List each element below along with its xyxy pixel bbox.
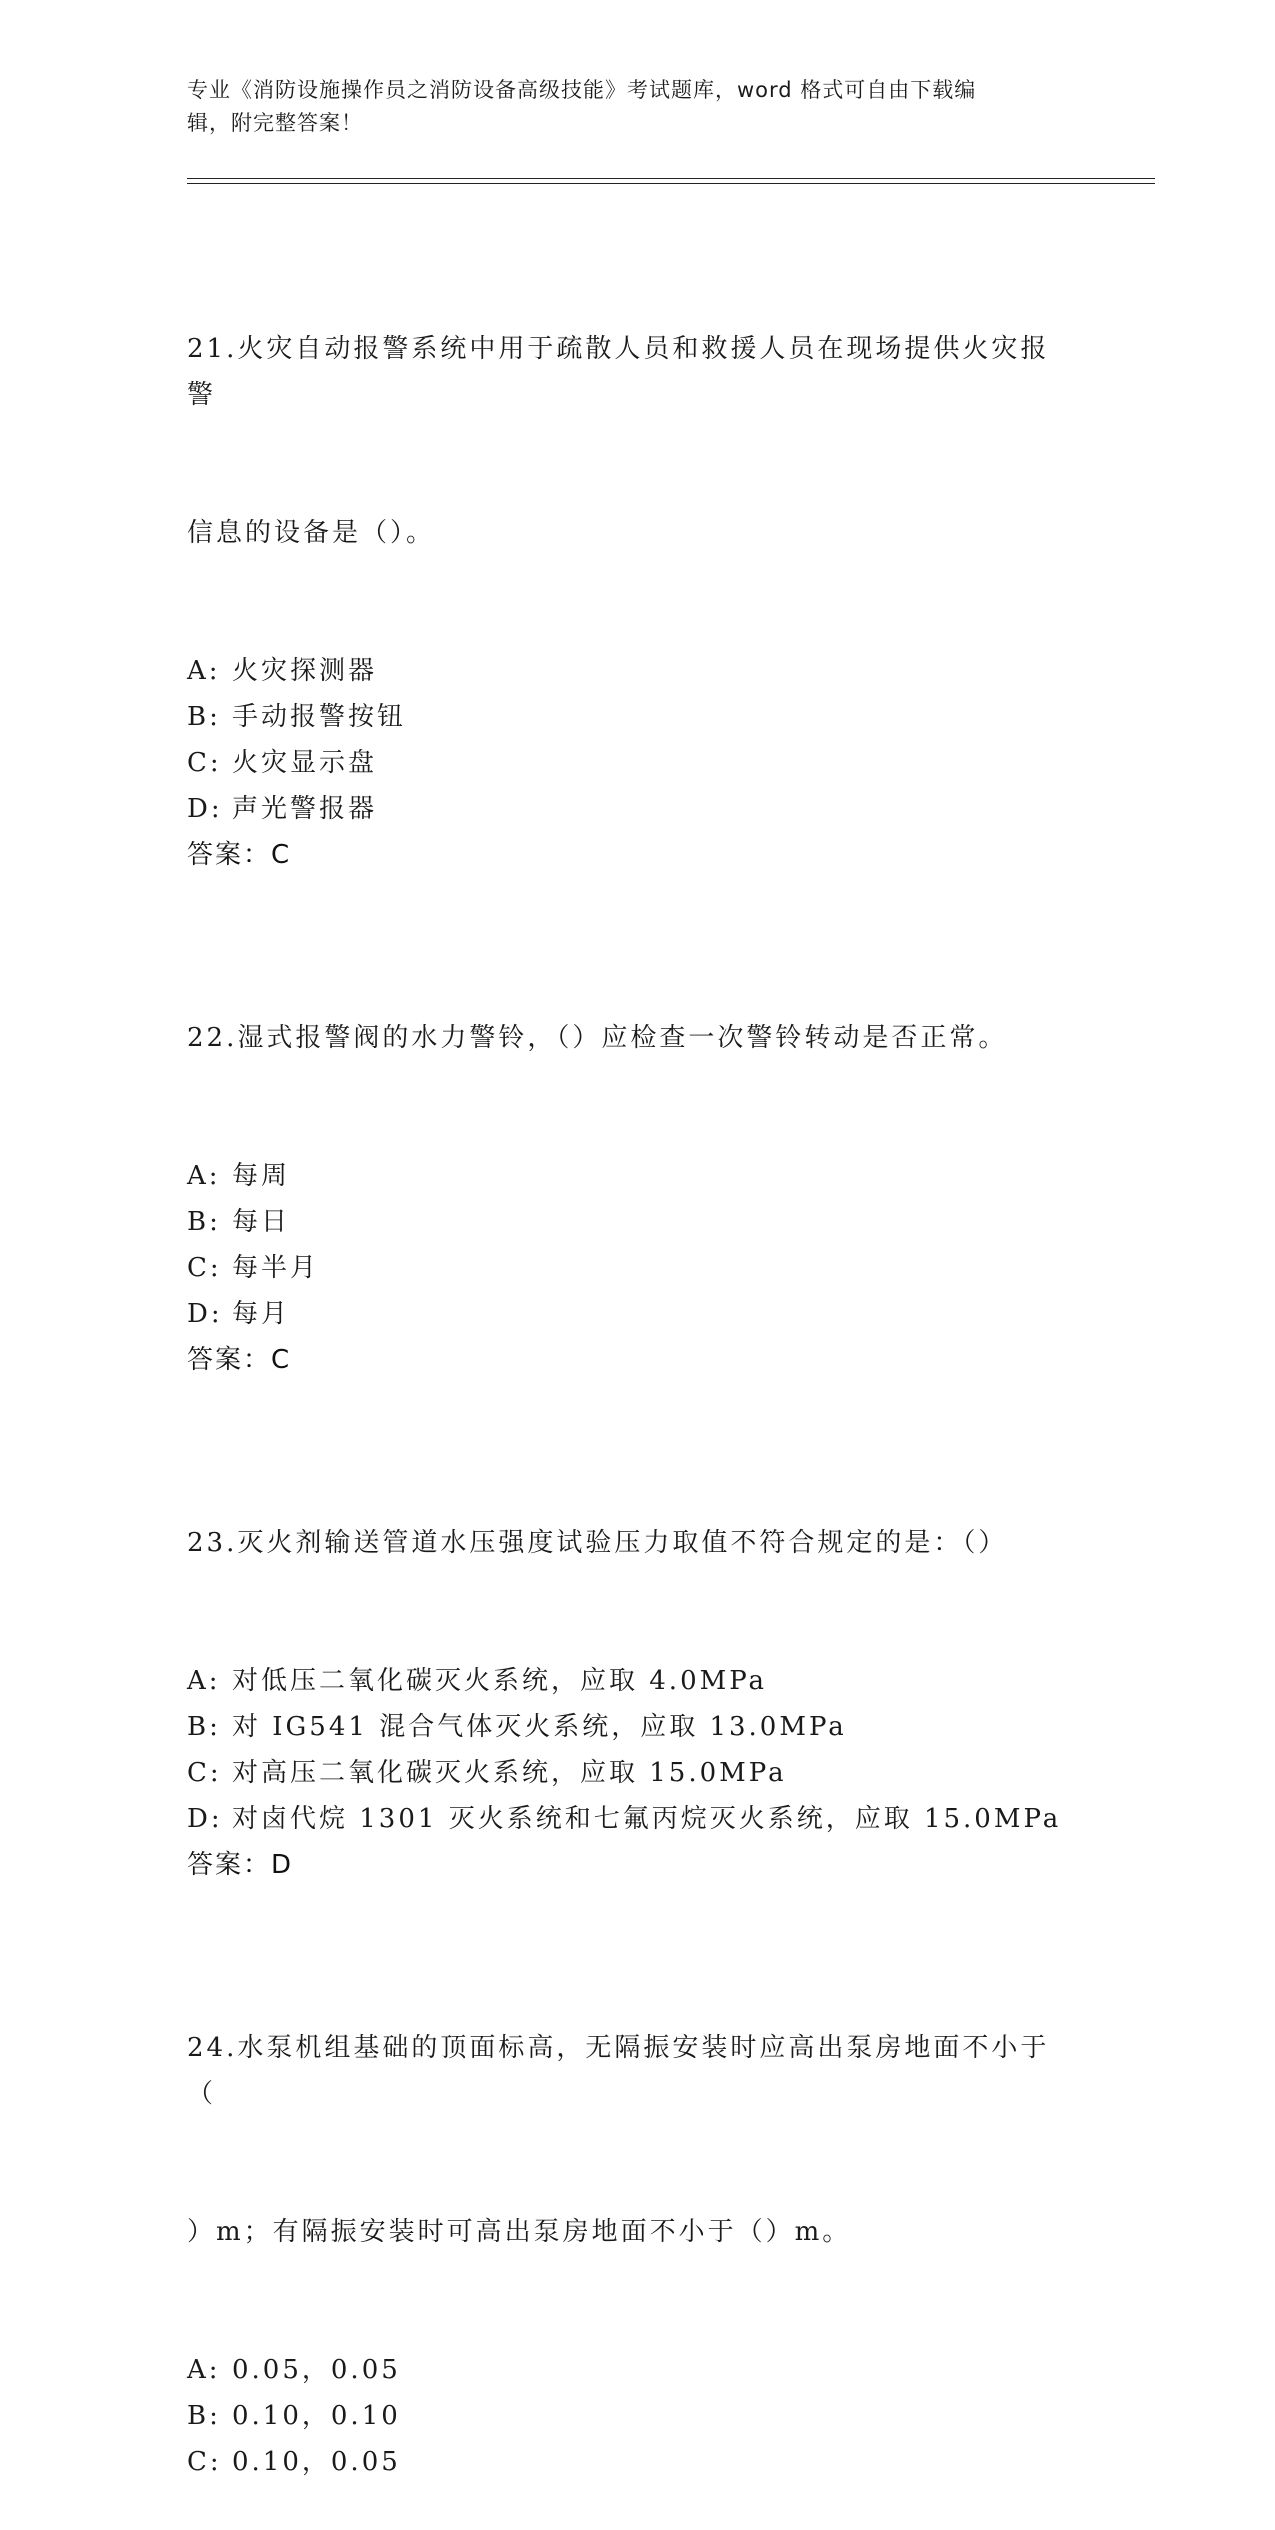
question-stem xyxy=(187,1428,1067,1658)
option-b xyxy=(187,694,1087,740)
question-stem-line: 信息的设备是（）。 xyxy=(187,518,436,548)
option-label: B: xyxy=(187,2401,221,2431)
question-stem-line: 22.湿式报警阀的水力警铃，（）应检查一次警铃转动是否正常。 xyxy=(187,1023,1008,1053)
option-label: A: xyxy=(187,2355,221,2385)
option-b xyxy=(187,2393,1087,2439)
option-c xyxy=(187,2439,1087,2485)
option-c xyxy=(187,740,1087,786)
option-label: A: xyxy=(187,1666,221,1696)
option-text: 每周 xyxy=(232,1161,291,1191)
answer-line: 答案：C xyxy=(187,1345,292,1375)
option-label: B: xyxy=(187,702,221,732)
option-text: 对低压二氧化碳灭火系统，应取 4.0MPa xyxy=(232,1666,768,1696)
option-label: B: xyxy=(187,1712,221,1742)
option-b xyxy=(187,1199,1087,1245)
option-c xyxy=(187,1750,1087,1796)
option-a xyxy=(187,1658,1087,1704)
option-label: A: xyxy=(187,1161,221,1191)
option-text: 0.10，0.05 xyxy=(232,2447,401,2477)
option-text: 对 IG541 混合气体灭火系统，应取 13.0MPa xyxy=(232,1712,847,1742)
option-label: D: xyxy=(187,1804,223,1834)
question-stem xyxy=(187,923,1067,1153)
option-text: 0.05，0.05 xyxy=(232,2355,401,2385)
question-22 xyxy=(187,923,1087,1383)
option-text: 对卤代烷 1301 灭火系统和七氟丙烷灭火系统，应取 15.0MPa xyxy=(232,1804,1062,1834)
option-d xyxy=(187,786,1087,832)
option-d xyxy=(187,1291,1087,1337)
option-text: 对高压二氧化碳灭火系统，应取 15.0MPa xyxy=(232,1758,787,1788)
question-stem-line: 24.水泵机组基础的顶面标高，无隔振安装时应高出泵房地面不小于（ xyxy=(187,2033,1050,2109)
question-stem-line: 21.火灾自动报警系统中用于疏散人员和救援人员在现场提供火灾报警 xyxy=(187,334,1050,410)
option-text: 火灾显示盘 xyxy=(232,748,378,778)
question-21 xyxy=(187,234,1087,878)
header-line-2: 辑，附完整答案！ xyxy=(187,111,363,135)
answer-line: 答案：C xyxy=(187,840,292,870)
question-23 xyxy=(187,1428,1087,1888)
option-b xyxy=(187,1704,1087,1750)
option-text: 每日 xyxy=(232,1207,291,1237)
option-a xyxy=(187,1153,1087,1199)
option-label: D: xyxy=(187,1299,223,1329)
option-text: 声光警报器 xyxy=(232,794,378,824)
option-a xyxy=(187,648,1087,694)
question-stem-line: ）m；有隔振安装时可高出泵房地面不小于（）m。 xyxy=(187,2217,852,2247)
question-24 xyxy=(187,1933,1087,2485)
option-label: C: xyxy=(187,2447,222,2477)
option-label: C: xyxy=(187,748,222,778)
option-d xyxy=(187,1796,1087,1842)
option-label: D: xyxy=(187,794,223,824)
question-stem-line: 23.灭火剂输送管道水压强度试验压力取值不符合规定的是：（） xyxy=(187,1528,1008,1558)
option-text: 每半月 xyxy=(232,1253,320,1283)
question-list xyxy=(187,234,1087,2530)
option-label: C: xyxy=(187,1253,222,1283)
option-text: 火灾探测器 xyxy=(232,656,378,686)
option-label: C: xyxy=(187,1758,222,1788)
option-a xyxy=(187,2347,1087,2393)
option-text: 手动报警按钮 xyxy=(232,702,407,732)
answer-line: 答案：D xyxy=(187,1850,294,1880)
option-label: A: xyxy=(187,656,221,686)
option-text: 0.10，0.10 xyxy=(232,2401,401,2431)
option-c xyxy=(187,1245,1087,1291)
question-stem xyxy=(187,1933,1067,2347)
option-text: 每月 xyxy=(232,1299,291,1329)
header-line-1: 专业《消防设施操作员之消防设备高级技能》考试题库，word 格式可自由下载编 xyxy=(187,78,977,102)
option-label: B: xyxy=(187,1207,221,1237)
document-header xyxy=(187,74,1067,140)
header-divider-bottom xyxy=(187,183,1155,184)
header-divider-top xyxy=(187,178,1155,179)
question-stem xyxy=(187,234,1067,648)
